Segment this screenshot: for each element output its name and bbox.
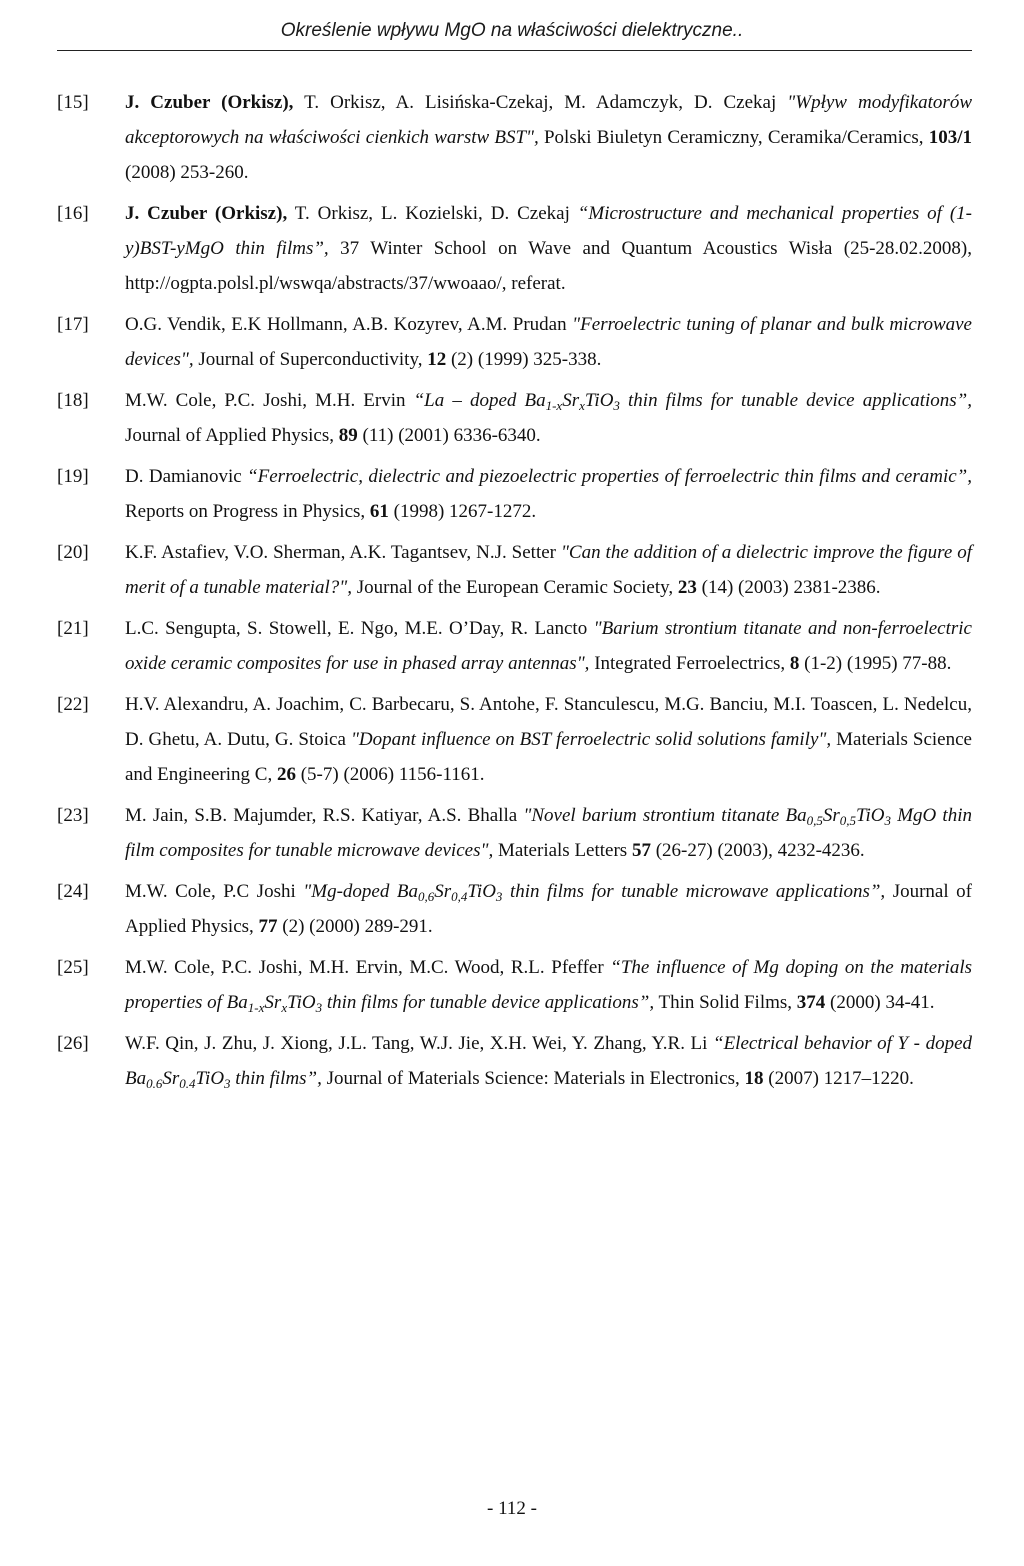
reference-text-segment: Materials Letters [493,840,632,861]
reference-text-segment: (1-2) (1995) 77-88. [799,653,952,674]
reference-entry [57,307,972,377]
header-divider [57,50,972,51]
reference-text-segment: “The influence of Mg doping on the materials properties of Ba [125,957,973,1013]
reference-text-segment: 18 [744,1068,764,1089]
reference-text-segment: 3 [884,813,892,828]
reference-entry [57,687,972,792]
reference-text-segment: (2008) 253-260. [125,162,249,183]
reference-text-segment: T. Orkisz, A. Lisińska-Czekaj, M. Adamczyk, D. Czekaj [293,92,788,113]
reference-text-segment: TiO [467,881,496,902]
reference-text-segment: Sr [264,992,282,1013]
reference-text-segment: "Novel barium strontium titanate Ba [523,805,807,826]
reference-text-segment: TiO [855,805,885,826]
reference-text-segment: 26 [276,764,296,785]
reference-text-segment: 0,4 [451,889,468,904]
page-number: - 112 - [487,1498,537,1519]
reference-text [125,85,972,190]
reference-text-segment: thin films”, [230,1068,322,1089]
reference-entry [57,196,972,301]
reference-text-segment: Journal of the European Ceramic Society, [352,577,678,598]
reference-number: [22] [57,694,89,715]
reference-number: [18] [57,390,89,411]
reference-number: [17] [57,314,89,335]
reference-text [125,307,972,377]
reference-text-segment: (2) (2000) 289-291. [277,916,433,937]
reference-text-segment: 0.6 [146,1076,163,1091]
reference-text-segment: 1-x [247,1000,265,1015]
reference-text-segment: “Ferroelectric, dielectric and piezoelectric properties of ferroelectric thin films and ceramic”, [247,466,972,487]
reference-text-segment: (11) (2001) 6336-6340. [357,425,541,446]
reference-text-segment: (2) (1999) 325-338. [446,349,602,370]
reference-text-segment: (26-27) (2003), 4232-4236. [650,840,865,861]
reference-text-segment: 1-x [545,398,563,413]
reference-text-segment: Sr [162,1068,180,1089]
reference-text-segment: x [281,1000,288,1015]
reference-text [125,1026,972,1096]
reference-text [125,798,972,868]
reference-text-segment: "Ferroelectric tuning of planar and bulk microwave devices", [125,314,972,370]
reference-text-segment: Reports on Progress in Physics, [125,501,370,522]
reference-text-segment: (2007) 1217–1220. [763,1068,914,1089]
reference-entry [57,950,972,1020]
reference-text-segment: TiO [584,390,614,411]
reference-text-segment: (5-7) (2006) 1156-1161. [295,764,485,785]
reference-text-segment: (14) (2003) 2381-2386. [696,577,881,598]
reference-text-segment: 8 [789,653,800,674]
reference-text-segment: 23 [677,577,697,598]
reference-number: [24] [57,881,89,902]
reference-entry [57,611,972,681]
reference-text-segment: 3 [224,1076,231,1091]
reference-text-segment: "Barium strontium titanate and non-ferroelectric oxide ceramic composites for use in phased array antennas", [125,618,972,674]
reference-text-segment: Journal of Applied Physics, [125,425,339,446]
reference-text-segment: M.W. Cole, P.C. Joshi, M.H. Ervin [125,390,414,411]
reference-text-segment: 77 [258,916,278,937]
reference-text-segment: J. Czuber (Orkisz), [125,203,288,224]
reference-text-segment: Sr [562,390,580,411]
reference-text-segment: thin films for tunable device applications”, [322,992,655,1013]
reference-text-segment: Journal of Materials Science: Materials in Electronics, [321,1068,745,1089]
reference-number: [26] [57,1033,89,1054]
reference-text-segment: Sr [434,881,452,902]
reference-text-segment: “Electrical behavior of Y - doped Ba [125,1033,972,1089]
reference-text-segment: M.W. Cole, P.C. Joshi, M.H. Ervin, M.C. Wood, R.L. Pfeffer [125,957,611,978]
reference-entry [57,798,972,868]
reference-text-segment: M. Jain, S.B. Majumder, R.S. Katiyar, A.S. Bhalla [125,805,524,826]
reference-text-segment: K.F. Astafiev, V.O. Sherman, A.K. Tagantsev, N.J. Setter [125,542,561,563]
reference-entry [57,85,972,190]
reference-entry [57,1026,972,1096]
reference-text [125,459,972,529]
reference-text-segment: Journal of Superconductivity, [193,349,428,370]
reference-text-segment: 3 [315,1000,323,1015]
reference-text-segment: "Dopant influence on BST ferroelectric solid solutions family", [350,729,832,750]
reference-text-segment: 0,5 [839,813,856,828]
running-header: Określenie wpływu MgO na właściwości dielektryczne.. [280,20,744,41]
reference-text-segment: 57 [631,840,651,861]
reference-text-segment: 374 [796,992,826,1013]
reference-text-segment: 3 [613,398,620,413]
reference-text-segment: W.F. Qin, J. Zhu, J. Xiong, J.L. Tang, W.J. Jie, X.H. Wei, Y. Zhang, Y.R. Li [125,1033,713,1054]
reference-text-segment: J. Czuber (Orkisz), [125,92,294,113]
reference-number: [23] [57,805,89,826]
reference-entry [57,535,972,605]
reference-text-segment: O.G. Vendik, E.K Hollmann, A.B. Kozyrev, A.M. Prudan [125,314,573,335]
reference-text-segment: thin films for tunable microwave applications”, [502,881,886,902]
reference-text-segment: "Wpływ modyfikatorów akceptorowych na właściwości cienkich warstw BST", [125,92,972,148]
reference-text-segment: x [579,398,585,413]
reference-text-segment: 0,6 [417,889,435,904]
reference-text [125,196,972,301]
reference-text-segment: 3 [495,889,503,904]
reference-text-segment: 103/1 [928,127,972,148]
reference-number: [19] [57,466,89,487]
reference-entry [57,383,972,453]
reference-number: [21] [57,618,89,639]
reference-text [125,383,972,453]
reference-text-segment: 89 [338,425,358,446]
reference-text-segment: M.W. Cole, P.C Joshi [125,881,304,902]
reference-text [125,535,972,605]
reference-text-segment: 0,5 [806,813,823,828]
reference-text-segment: D. Damianovic [125,466,248,487]
reference-number: [16] [57,203,89,224]
reference-number: [20] [57,542,89,563]
reference-text-segment: 12 [427,349,447,370]
reference-text-segment: "Mg-doped Ba [303,881,418,902]
reference-entry [57,459,972,529]
reference-text-segment: "Can the addition of a dielectric improve the figure of merit of a tunable material?", [125,542,973,598]
reference-entry [57,874,972,944]
reference-text [125,950,972,1020]
reference-text-segment: H.V. Alexandru, A. Joachim, C. Barbecaru, S. Antohe, F. Stanculescu, M.G. Banciu, M.I. Toascen, L. Nedelcu, D. Ghetu, A. Dutu, G. Stoica [125,694,972,750]
reference-text-segment: 61 [369,501,389,522]
reference-text-segment: 0.4 [179,1076,196,1091]
reference-text-segment: Integrated Ferroelectrics, [589,653,790,674]
reference-text-segment: MgO thin film composites for tunable microwave devices", [125,805,972,861]
reference-text [125,611,972,681]
reference-text-segment: (1998) 1267-1272. [388,501,537,522]
reference-text-segment: TiO [195,1068,225,1089]
reference-text-segment: Polski Biuletyn Ceramiczny, Ceramika/Ceramics, [538,127,929,148]
reference-text-segment: “Microstructure and mechanical properties of (1-y)BST-yMgO thin films”, [125,203,973,259]
reference-text-segment: 37 Winter School on Wave and Quantum Acoustics Wisła (25-28.02.2008), http://ogpta.polsl.pl/wswqa/abstracts/37/wwoaao/, referat. [125,238,972,294]
reference-text [125,687,972,792]
reference-text-segment: T. Orkisz, L. Kozielski, D. Czekaj [287,203,578,224]
reference-text-segment: (2000) 34-41. [825,992,935,1013]
reference-text-segment: TiO [287,992,316,1013]
reference-text-segment: L.C. Sengupta, S. Stowell, E. Ngo, M.E. O’Day, R. Lancto [125,618,594,639]
reference-list [57,85,972,1096]
reference-text-segment: Materials Science and Engineering C, [125,729,972,785]
reference-text [125,874,972,944]
reference-text-segment: Thin Solid Films, [654,992,797,1013]
reference-text-segment: Sr [822,805,840,826]
reference-number: [15] [57,92,89,113]
reference-text-segment: thin films for tunable device applications”, [619,390,972,411]
reference-text-segment: “La – doped Ba [413,390,546,411]
reference-number: [25] [57,957,89,978]
reference-text-segment: Journal of Applied Physics, [125,881,973,937]
